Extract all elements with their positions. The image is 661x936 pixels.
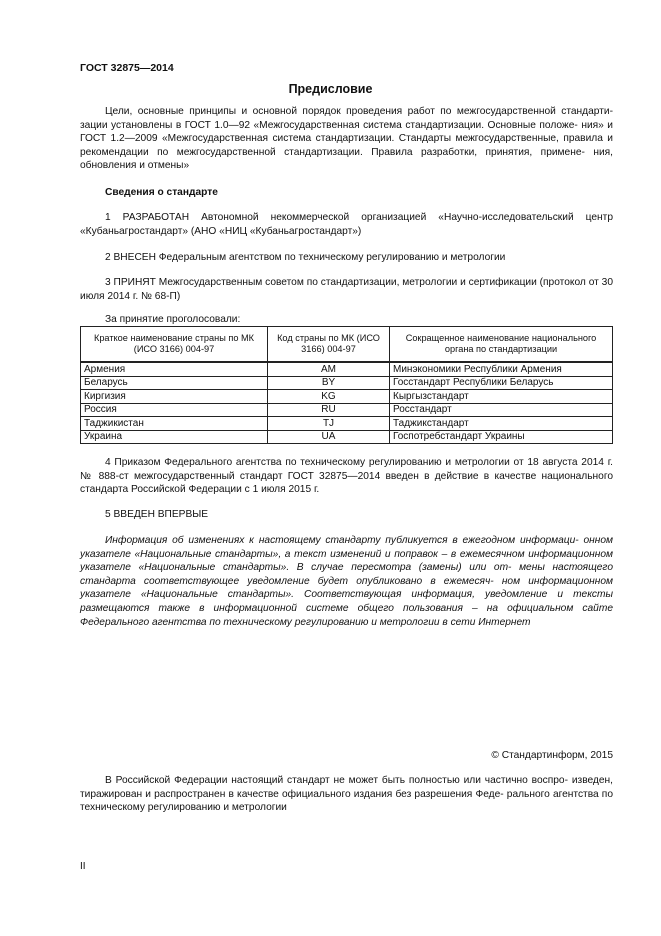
intro-line: ния» и ГОСТ 1.2—2009 «Межгосударственная система стандартизации. Стандарты межгосударственные, — [80, 119, 613, 145]
table-header-body: Сокращенное наименование национального органа по стандартизации — [390, 327, 613, 363]
intro-line: правила и рекомендации по межгосударственной стандартизации. Правила разработки, принятия, примене- — [80, 133, 613, 158]
item-1-line: 1 РАЗРАБОТАН Автономной некоммерческой организацией «Научно-исследовательский центр — [105, 212, 613, 223]
item-3-line: от 30 июля 2014 г. № 68-П) — [80, 277, 613, 302]
info-heading: Сведения о стандарте — [105, 187, 218, 198]
table-row — [81, 403, 613, 417]
table-cell-body: Кыргызстандарт — [390, 390, 613, 404]
table-row — [81, 390, 613, 404]
table-cell-country: Украина — [81, 430, 268, 444]
item-4-line: 4 Приказом Федерального агентства по техническому регулированию и метрологии от 18 августа — [105, 457, 578, 468]
table-cell-code: KG — [268, 390, 390, 404]
table-cell-code: AM — [268, 362, 390, 376]
table-cell-country: Армения — [81, 362, 268, 376]
table-cell-body: Госпотребстандарт Украины — [390, 430, 613, 444]
notice-paragraph — [80, 534, 613, 629]
notice-line: официальном сайте Федерального агентства по техническому регулированию и метрологии в — [80, 602, 613, 628]
table-row — [81, 376, 613, 390]
item-5-paragraph: 5 ВВЕДЕН ВПЕРВЫЕ — [105, 509, 209, 520]
table-cell-body: Таджикстандарт — [390, 417, 613, 431]
intro-line: зации установлены в ГОСТ 1.0—92 «Межгосударственная система стандартизации. Основные положе- — [80, 119, 578, 131]
notice-line: мены настоящего стандарта соответствующее уведомление будет опубликовано в ежемесяч- — [80, 562, 613, 587]
table-cell-code: TJ — [268, 417, 390, 431]
rights-line: изведен, тиражирован и распространен в качестве официального издания без разрешения Феде- — [80, 775, 613, 800]
rights-line: В Российской Федерации настоящий стандарт не может быть полностью или частично воспро- — [105, 775, 568, 786]
table-header-code: Код страны по МК (ИСО 3166) 004-97 — [268, 327, 390, 363]
table-cell-code: RU — [268, 403, 390, 417]
document-code: ГОСТ 32875—2014 — [80, 62, 174, 74]
voting-table — [80, 326, 613, 444]
notice-line: ном информационном указателе «Национальные стандарты». Соответствующая информация, — [80, 575, 613, 601]
item-4-line: 2014 г. № 888-ст межгосударственный стандарт ГОСТ 32875—2014 введен в действие в качестве — [80, 457, 614, 482]
table-cell-code: BY — [268, 376, 390, 390]
item-3-paragraph — [80, 276, 613, 303]
item-1-paragraph — [80, 211, 613, 238]
item-3-line: 3 ПРИНЯТ Межгосударственным советом по стандартизации, метрологии и сертификации (протокол — [105, 277, 586, 288]
table-cell-body: Госстандарт Республики Беларусь — [390, 376, 613, 390]
notice-line: онном указателе «Национальные стандарты», а текст изменений и поправок – в ежемесячном — [80, 535, 613, 560]
intro-line: Цели, основные принципы и основной порядок проведения работ по межгосударственной стандарти- — [105, 106, 613, 117]
intro-paragraph — [80, 105, 613, 173]
rights-line: рального агентства по техническому регулированию и метрологии — [80, 788, 613, 814]
table-cell-country: Таджикистан — [81, 417, 268, 431]
table-row — [81, 362, 613, 376]
table-row — [81, 430, 613, 444]
notice-line: Информация об изменениях к настоящему стандарту публикуется в ежегодном информаци- — [105, 535, 579, 546]
notice-line: сети Интернет — [450, 616, 531, 628]
item-4-line: национального стандарта Российской Федерации с 1 июля 2015 г. — [80, 470, 613, 496]
item-4-paragraph — [80, 456, 613, 497]
rights-paragraph — [80, 774, 613, 815]
table-cell-country: Беларусь — [81, 376, 268, 390]
copyright: © Стандартинформ, 2015 — [491, 750, 613, 761]
item-2-paragraph: 2 ВНЕСЕН Федеральным агентством по техническому регулированию и метрологии — [105, 252, 506, 263]
page-title: Предисловие — [288, 82, 373, 96]
table-cell-country: Россия — [81, 403, 268, 417]
notice-line: информационном указателе «Национальные стандарты». В случае пересмотра (замены) или от- — [80, 548, 613, 574]
table-cell-code: UA — [268, 430, 390, 444]
notice-line: уведомление и тексты размещаются также в информационной системе общего пользования – на — [80, 589, 613, 614]
table-header-country: Краткое наименование страны по МК (ИСО 3166) 004-97 — [81, 327, 268, 363]
intro-line: ния, обновления и отмены» — [80, 146, 613, 172]
table-cell-country: Киргизия — [81, 390, 268, 404]
table-cell-body: Росстандарт — [390, 403, 613, 417]
page-number: II — [80, 861, 86, 872]
vote-caption: За принятие проголосовали: — [105, 314, 241, 325]
table-cell-body: Минэкономики Республики Армения — [390, 362, 613, 376]
item-1-line: «Кубаньагростандарт» (АНО «НИЦ «Кубаньагростандарт») — [80, 225, 362, 237]
table-row — [81, 417, 613, 431]
table-header-row — [81, 327, 613, 363]
